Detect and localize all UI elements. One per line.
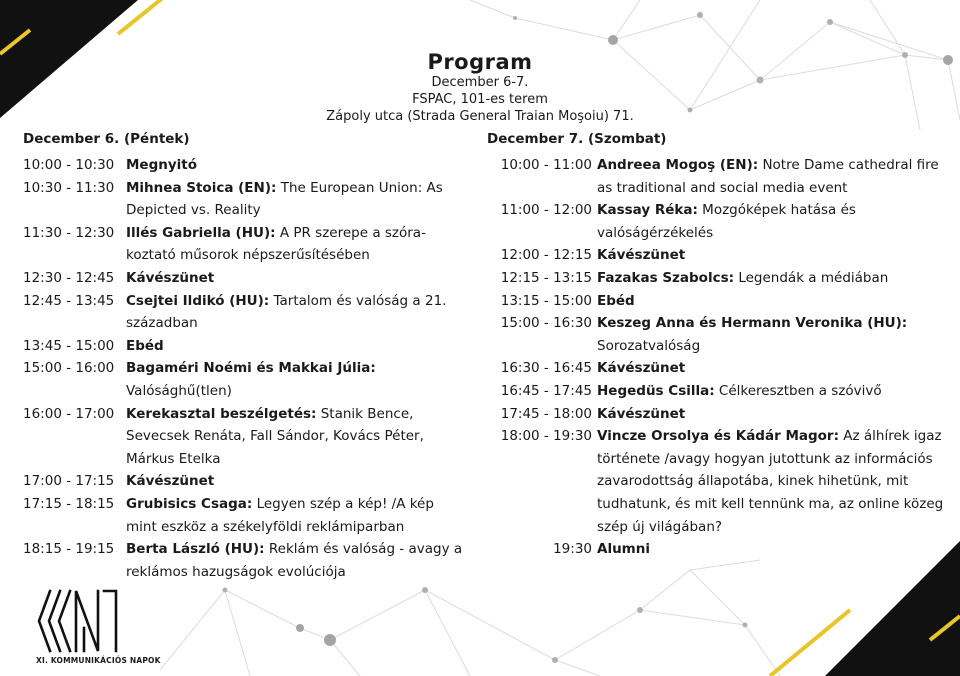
entry-speaker: Bagaméri Noémi és Makkai Júlia: xyxy=(126,360,376,377)
entry-time: 12:00 - 12:15 xyxy=(500,247,592,264)
entry-description xyxy=(597,267,947,290)
entry-speaker: Kávészünet xyxy=(597,247,686,264)
entry-description xyxy=(597,199,947,244)
schedule-entry xyxy=(23,357,463,402)
entry-time: 17:15 - 18:15 xyxy=(23,495,115,512)
entry-speaker: Hegedüs Csilla: xyxy=(597,382,715,399)
entry-time: 18:00 - 19:30 xyxy=(500,428,592,445)
entry-time: 19:30 xyxy=(553,541,592,558)
schedule-entry xyxy=(487,244,947,267)
schedule-entry xyxy=(487,290,947,313)
schedule-entry xyxy=(23,177,463,222)
entry-topic: Notre Dame cathedral fire as traditional and social media event xyxy=(597,157,939,196)
schedule-entry xyxy=(487,154,947,199)
entry-topic: Mozgóképek hatása és valóságérzékelés xyxy=(597,202,856,241)
entry-topic: Legyen szép a kép! /A kép mint eszköz a székelyföldi reklámiparban xyxy=(126,495,434,535)
entry-description xyxy=(597,154,947,199)
event-venue: FSPAC, 101-es terem xyxy=(412,92,548,107)
entry-topic: Valósághű(tlen) xyxy=(126,382,232,399)
entry-time: 12:30 - 12:45 xyxy=(23,269,115,286)
entry-time: 11:30 - 12:30 xyxy=(23,224,115,241)
network-nodes-bottom xyxy=(223,587,748,663)
entry-topic: Reklám és valóság - avagy a reklámos hazugságok evolúciója xyxy=(126,541,463,580)
entry-time: 13:45 - 15:00 xyxy=(23,337,115,354)
entry-description xyxy=(597,357,947,380)
entry-speaker: Keszeg Anna és Hermann Veronika (HU): xyxy=(597,315,908,332)
entry-time: 10:00 - 10:30 xyxy=(23,157,115,173)
entry-time: 15:00 - 16:30 xyxy=(500,315,592,332)
entry-topic: Legendák a médiában xyxy=(738,269,889,286)
schedule-entry xyxy=(23,493,463,538)
entry-description xyxy=(126,493,463,538)
entry-time: 13:15 - 15:00 xyxy=(500,292,592,309)
schedule-entry xyxy=(23,403,463,471)
entry-time: 17:00 - 17:15 xyxy=(23,473,115,490)
entry-speaker: Grubisics Csaga: xyxy=(126,495,253,512)
schedule-entry xyxy=(23,335,463,358)
schedule-entry xyxy=(487,380,947,403)
event-logo xyxy=(36,588,120,654)
entry-speaker: Ebéd xyxy=(597,292,635,309)
entry-time: 16:30 - 16:45 xyxy=(500,360,592,377)
schedule-entry xyxy=(487,538,947,561)
schedule-entry xyxy=(487,199,947,244)
entry-speaker: Kávészünet xyxy=(597,405,686,422)
schedule-entry xyxy=(23,538,463,583)
entry-speaker: Berta László (HU): xyxy=(126,541,265,558)
entry-description xyxy=(126,267,463,290)
entry-speaker: Fazakas Szabolcs: xyxy=(597,269,735,286)
schedule-entry xyxy=(23,470,463,493)
corner-triangle-bottom-right xyxy=(825,541,960,676)
entry-description xyxy=(126,357,463,402)
entry-speaker: Ebéd xyxy=(126,337,164,354)
day-heading: December 7. (Szombat) xyxy=(487,131,667,147)
entry-time: 10:30 - 11:30 xyxy=(23,179,115,196)
entry-speaker: Kávészünet xyxy=(597,360,686,377)
entry-topic: Tartalom és valóság a 21. században xyxy=(126,292,447,332)
entry-topic: A PR szerepe a szórakoztató műsorok népszerűsítésében xyxy=(126,224,426,264)
entry-description xyxy=(597,244,947,267)
entry-time: 10:00 - 11:00 xyxy=(500,157,592,173)
entry-description xyxy=(126,538,463,583)
entry-description xyxy=(597,425,947,538)
schedule-entry xyxy=(487,267,947,290)
entry-description xyxy=(126,335,463,358)
entry-description xyxy=(597,403,947,426)
entry-topic: Sorozatvalóság xyxy=(597,337,701,354)
entry-topic: The European Union: As Depicted vs. Reality xyxy=(126,179,443,219)
entry-time: 18:15 - 19:15 xyxy=(23,541,115,558)
entry-speaker: Kerekasztal beszélgetés: xyxy=(126,405,317,422)
entry-description xyxy=(126,177,463,222)
schedule-entry xyxy=(487,425,947,538)
entry-speaker: Kávészünet xyxy=(126,269,215,286)
entry-description xyxy=(597,538,947,561)
entry-description xyxy=(126,222,463,267)
entry-description xyxy=(126,154,463,177)
entry-description xyxy=(597,312,947,357)
entry-description xyxy=(126,290,463,335)
entry-time: 15:00 - 16:00 xyxy=(23,360,115,377)
event-dates: December 6-7. xyxy=(431,75,529,90)
day-heading: December 6. (Péntek) xyxy=(23,131,190,147)
entry-speaker: Alumni xyxy=(597,541,650,558)
entry-speaker: Andreea Mogoş (EN): xyxy=(597,157,759,173)
schedule-entry xyxy=(487,403,947,426)
schedule-day-2 xyxy=(487,130,947,561)
entry-description xyxy=(597,290,947,313)
program-header xyxy=(0,50,960,125)
entry-time: 16:45 - 17:45 xyxy=(500,382,592,399)
schedule-entry xyxy=(487,312,947,357)
entry-speaker: Kassay Réka: xyxy=(597,202,698,219)
schedule-entry xyxy=(23,290,463,335)
event-address: Zápoly utca (Strada General Traian Moşoiu) 71. xyxy=(326,109,634,124)
schedule-day-1 xyxy=(23,130,463,583)
entry-topic: Az álhírek igaz története /avagy hogyan jutottunk az információs zavarodottság állapotába, kinek hihetünk, mit tudhatunk, és mit kell tennünk ma, az online közeg szép új világában? xyxy=(597,428,944,535)
schedule-entry xyxy=(23,222,463,267)
schedule-entry xyxy=(23,267,463,290)
entry-speaker: Mihnea Stoica (EN): xyxy=(126,179,277,196)
entry-speaker: Illés Gabriella (HU): xyxy=(126,224,276,241)
entry-time: 17:45 - 18:00 xyxy=(500,405,592,422)
entry-topic: Stanik Bence, Sevecsek Renáta, Fall Sándor, Kovács Péter, Márkus Etelka xyxy=(126,405,424,467)
entry-time: 16:00 - 17:00 xyxy=(23,405,115,422)
entry-topic: Célkeresztben a szóvivő xyxy=(718,382,882,399)
entry-time: 12:45 - 13:45 xyxy=(23,292,115,309)
entry-description xyxy=(126,470,463,493)
entry-description xyxy=(126,403,463,471)
entry-speaker: Csejtei Ildikó (HU): xyxy=(126,292,270,309)
entry-speaker: Megnyitó xyxy=(126,157,198,173)
entry-time: 12:15 - 13:15 xyxy=(500,269,592,286)
schedule-entry xyxy=(487,357,947,380)
entry-time: 11:00 - 12:00 xyxy=(500,202,592,219)
entry-description xyxy=(597,380,947,403)
logo-caption: XI. KOMMUNIKÁCIÓS NAPOK xyxy=(36,656,161,665)
entry-speaker: Vincze Orsolya és Kádár Magor: xyxy=(597,428,839,445)
schedule-entry xyxy=(23,154,463,177)
entry-speaker: Kávészünet xyxy=(126,473,215,490)
page-title: Program xyxy=(427,50,533,74)
